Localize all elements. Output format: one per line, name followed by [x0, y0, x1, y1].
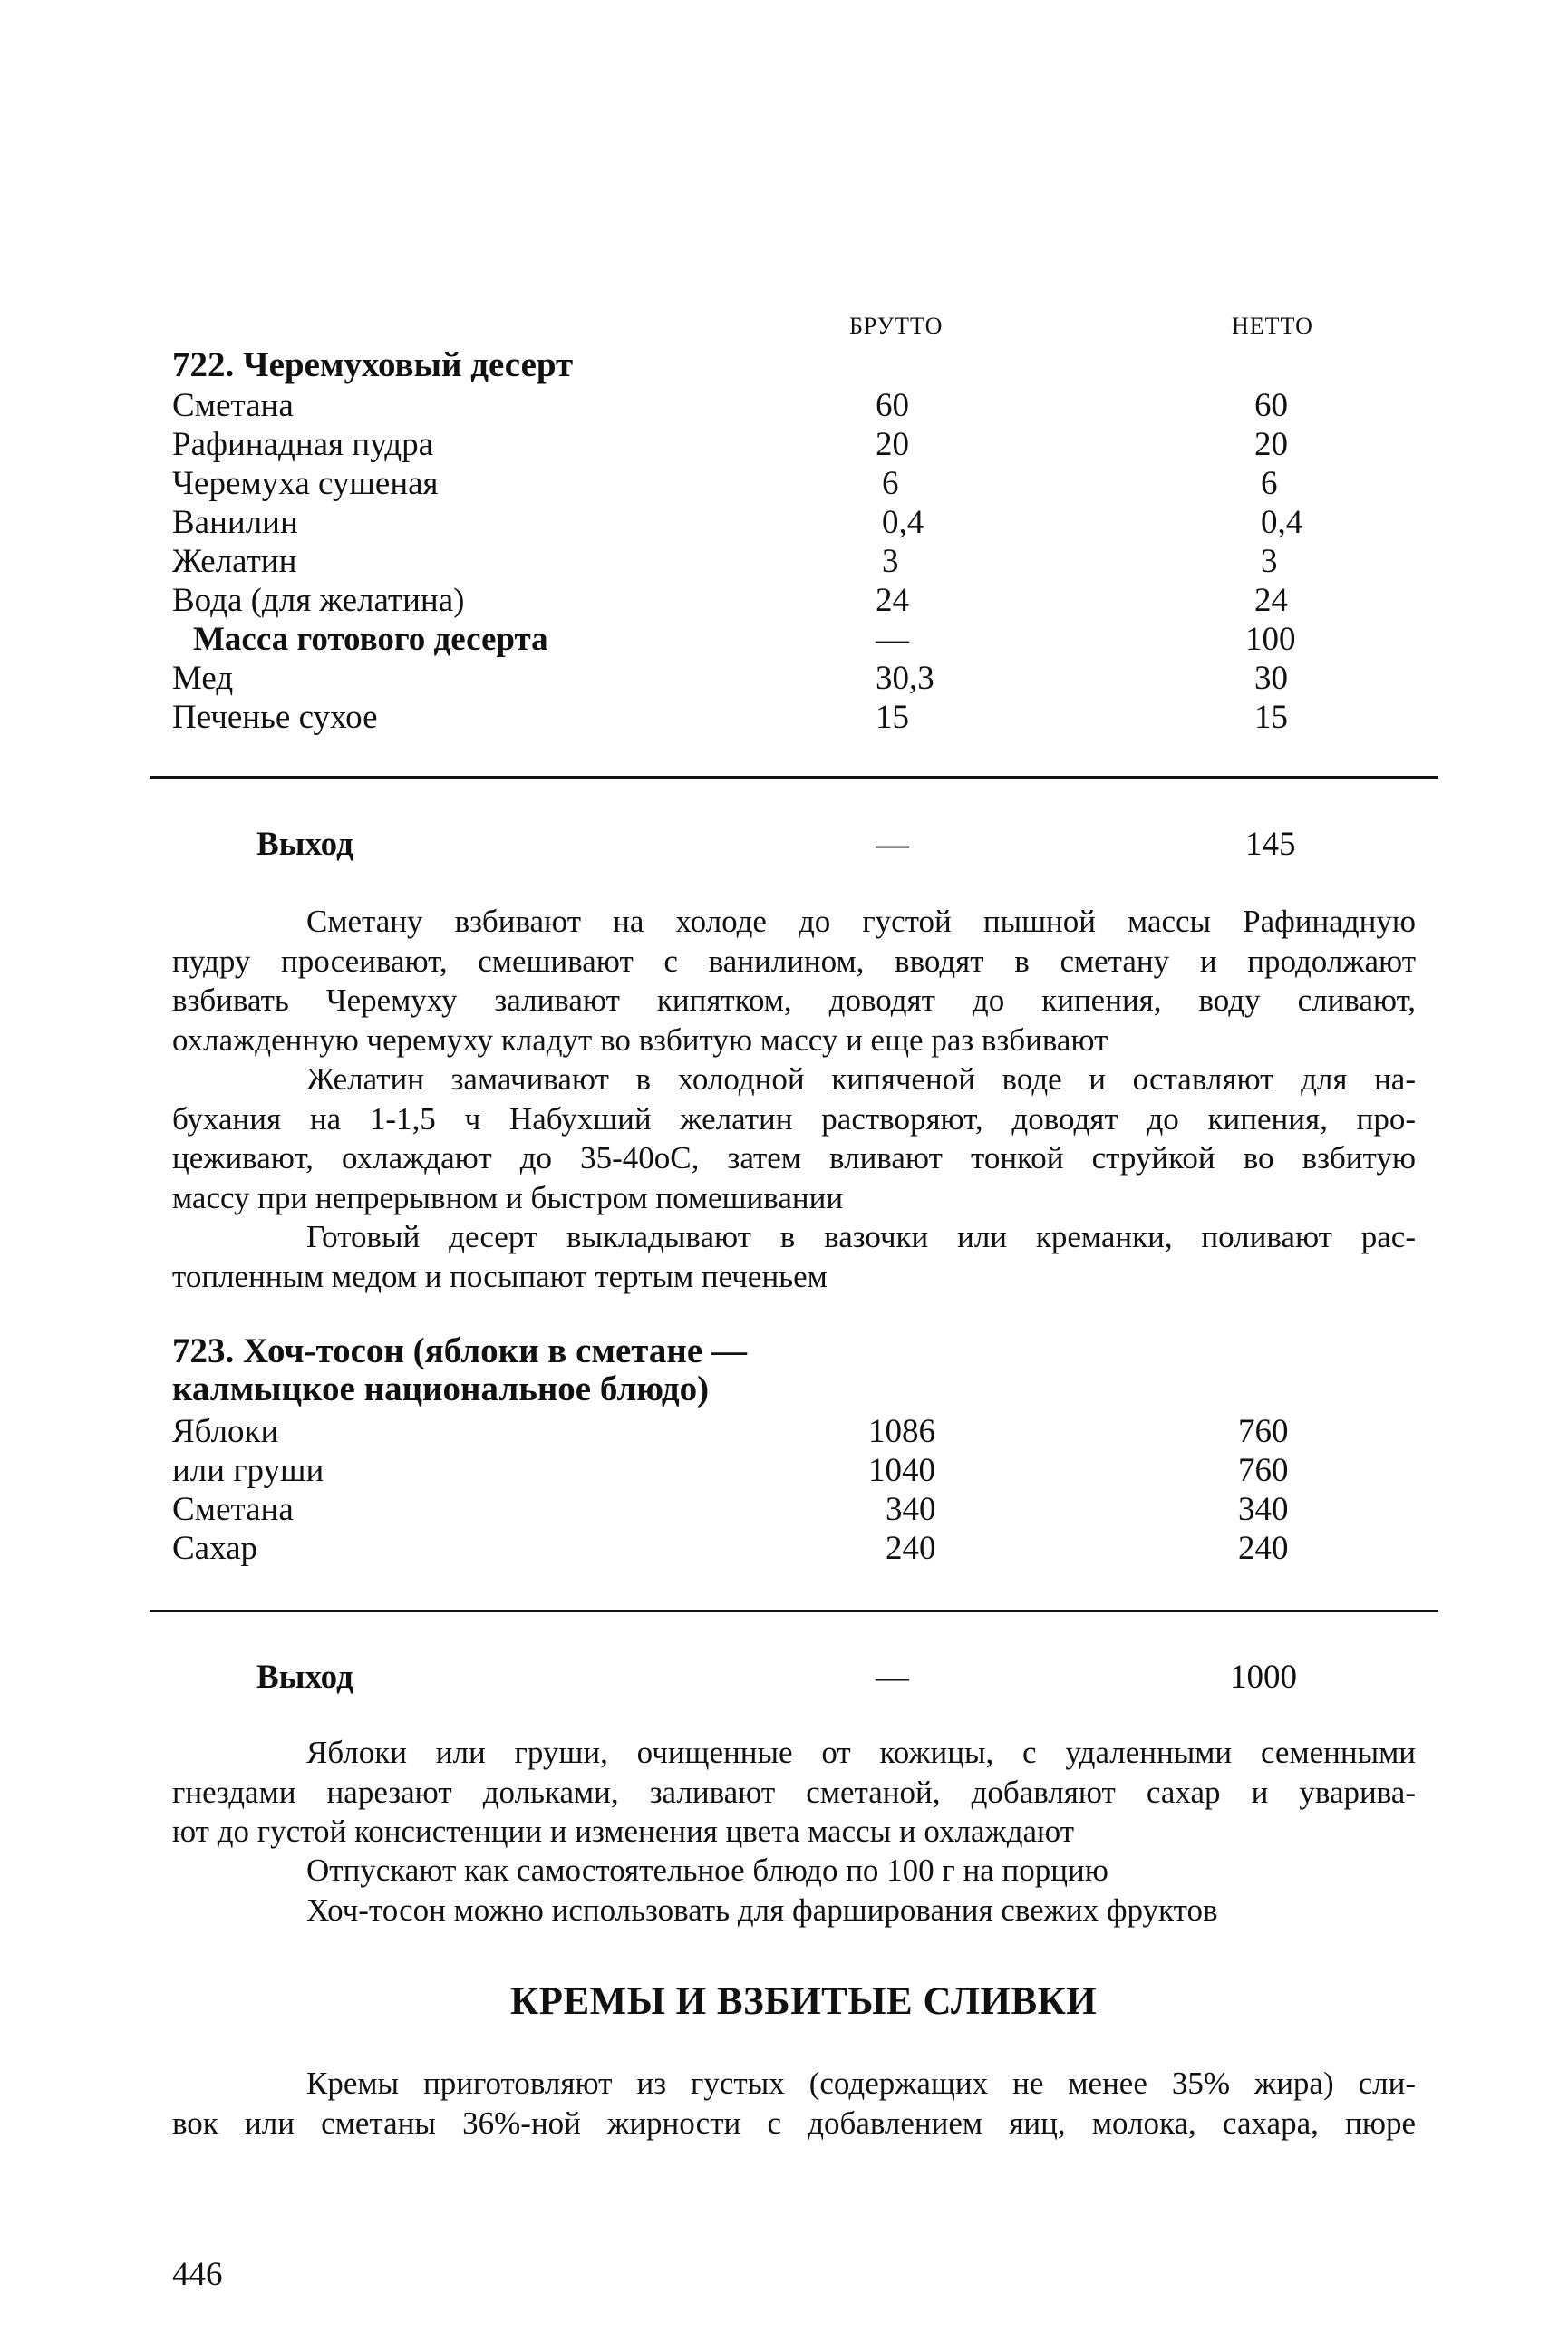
column-header-gross: БРУТТО	[849, 313, 944, 339]
text-line: Кремы приготовляют из густых (содержащих не менее 35% жира) сли-	[306, 2066, 1416, 2101]
section-paragraph	[172, 2064, 1416, 2143]
column-header-net: НЕТТО	[1232, 313, 1313, 339]
net-value: 0,4	[1261, 504, 1303, 541]
recipe-723-title: 723. Хоч-тосон (яблоки в сметане —	[172, 1331, 747, 1370]
page-number: 446	[172, 2256, 223, 2293]
ingredient-name: Желатин	[172, 543, 297, 580]
ingredient-name: Мед	[172, 660, 234, 697]
instructions-paragraph	[172, 1217, 1416, 1296]
text-line: Отпускают как самостоятельное блюдо по 100 г на порцию	[306, 1853, 1108, 1888]
instructions-paragraph	[172, 1733, 1416, 1852]
text-line: массу при непрерывном и быстром помешивании	[172, 1179, 844, 1215]
gross-value: 60	[876, 387, 909, 424]
net-value: 15	[1254, 699, 1288, 736]
gross-value: 20	[876, 426, 909, 463]
ingredient-name: Сметана	[172, 1491, 294, 1528]
ingredient-name: Сахар	[172, 1530, 258, 1567]
yield-label: Выход	[256, 1659, 353, 1696]
text-line: охлажденную черемуху кладут во взбитую массу и еще раз взбивают	[172, 1021, 1108, 1058]
text-line: бухания на 1-1,5 ч Набухший желатин растворяют, доводят до кипения, про-	[172, 1100, 1416, 1137]
net-value: 240	[1238, 1530, 1289, 1567]
ingredient-name: Черемуха сушеная	[172, 465, 439, 502]
ingredient-name: Сметана	[172, 387, 294, 424]
text-line: топленным медом и посыпают тертым печеньем	[172, 1258, 828, 1294]
ingredient-name: Печенье сухое	[172, 699, 378, 736]
gross-value: 6	[882, 465, 899, 502]
yield-net: 145	[1245, 826, 1296, 863]
yield-net: 1000	[1230, 1659, 1297, 1696]
recipe-722-title: 722. Черемуховый десерт	[172, 345, 574, 384]
text-line: цеживают, охлаждают до 35-40оС, затем вливают тонкой струйкой во взбитую	[172, 1140, 1416, 1176]
gross-value: 24	[876, 582, 909, 619]
table-divider	[150, 776, 1438, 779]
ingredient-name: Вода (для желатина)	[172, 582, 465, 619]
text-line: Желатин замачивают в холодной кипяченой воде и оставляют для на-	[306, 1061, 1416, 1097]
ingredient-name: Рафинадная пудра	[172, 426, 434, 463]
gross-value: 1040	[868, 1452, 935, 1489]
net-value: 20	[1254, 426, 1288, 463]
text-line: Сметану взбивают на холоде до густой пышной массы Рафинадную	[306, 904, 1416, 939]
instructions-paragraph	[172, 1060, 1416, 1217]
net-value: 3	[1261, 543, 1278, 580]
text-line: ют до густой консистенции и изменения цвета массы и охлаждают	[172, 1814, 1075, 1849]
net-value: 6	[1261, 465, 1278, 502]
text-line: гнездами нарезают дольками, заливают сметаной, добавляют сахар и уварива-	[172, 1774, 1416, 1810]
yield-gross: —	[876, 826, 909, 863]
net-value: 340	[1238, 1491, 1289, 1528]
gross-value: 340	[886, 1491, 936, 1528]
net-value: 60	[1254, 387, 1288, 424]
ingredient-name: или груши	[172, 1452, 324, 1489]
net-value: 760	[1238, 1413, 1289, 1450]
net-value: 24	[1254, 582, 1288, 619]
section-heading: КРЕМЫ И ВЗБИТЫЕ СЛИВКИ	[510, 1980, 1098, 2023]
ingredient-name: Масса готового десерта	[193, 621, 548, 658]
gross-value: 3	[882, 543, 899, 580]
text-line: вок или сметаны 36%-ной жирности с добавлением яиц, молока, сахара, пюре	[172, 2105, 1416, 2141]
gross-value: —	[876, 621, 909, 658]
instructions-paragraph	[172, 1851, 1416, 1891]
gross-value: 15	[876, 699, 909, 736]
recipe-723-title-cont: калмыцкое национальное блюдо)	[172, 1369, 710, 1408]
text-line: взбивать Черемуху заливают кипятком, доводят до кипения, воду сливают,	[172, 982, 1416, 1018]
instructions-paragraph	[172, 902, 1416, 1060]
yield-gross: —	[876, 1659, 909, 1696]
text-line: Яблоки или груши, очищенные от кожицы, с удаленными семенными	[306, 1735, 1416, 1770]
gross-value: 240	[886, 1530, 936, 1567]
ingredient-name: Яблоки	[172, 1413, 279, 1450]
ingredient-name: Ванилин	[172, 504, 298, 541]
instructions-paragraph	[172, 1891, 1416, 1930]
net-value: 760	[1238, 1452, 1289, 1489]
yield-label: Выход	[256, 826, 353, 863]
gross-value: 30,3	[876, 660, 934, 697]
text-line: пудру просеивают, смешивают с ванилином, вводят в сметану и продолжают	[172, 943, 1416, 979]
gross-value: 1086	[868, 1413, 935, 1450]
gross-value: 0,4	[882, 504, 924, 541]
net-value: 30	[1254, 660, 1288, 697]
text-line: Хоч-тосон можно использовать для фарширования свежих фруктов	[306, 1892, 1218, 1928]
table-divider	[150, 1610, 1438, 1612]
net-value: 100	[1245, 621, 1296, 658]
text-line: Готовый десерт выкладывают в вазочки или креманки, поливают рас-	[306, 1219, 1416, 1254]
